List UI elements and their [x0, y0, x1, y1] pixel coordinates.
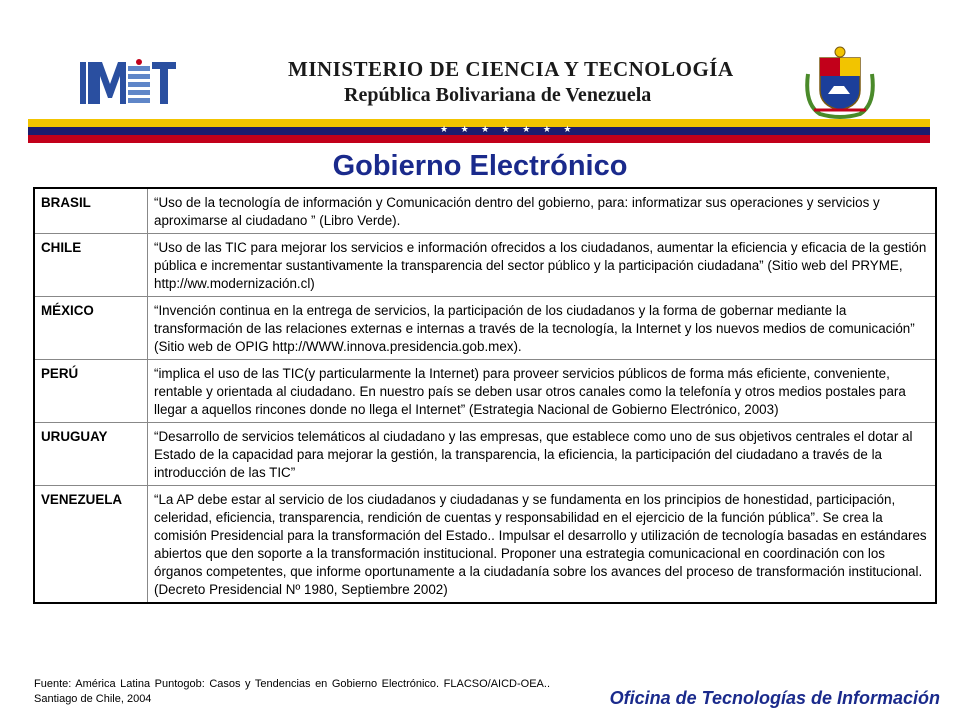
table-row	[34, 360, 936, 423]
definition-cell: “implica el uso de las TIC(y particularmente la Internet) para proveer servicios públicos de forma más eficiente, conveniente, rentable y orientada al ciudadano. En nuestro país se deben usar otros canales como la telefonía y otros medios postales para llegar a aquellos rincones donde no llega el Internet” (Estrategia Nacional de Gobierno Electrónico, 2003)	[148, 360, 937, 423]
table-row	[34, 297, 936, 360]
definition-cell: “La AP debe estar al servicio de los ciudadanos y ciudadanas y se fundamenta en los principios de honestidad, participación, celeridad, eficiencia, transparencia, rendición de cuentas y responsabilidad en el ejercicio de la función pública”. Se crea la comisión Presidencial para la transformación del Estado.. Impulsar el desarrollo y utilización de tecnología basadas en estándares abiertos que den soporte a la transformación institucional. Proponer una estrategia comunicacional en coordinación con los órganos competentes, que informe oportunamente a la ciudadanía sobre los avances del proceso de transformación institucional. (Decreto Presidencial Nº 1980, Septiembre 2002)	[148, 486, 937, 604]
page-title: Gobierno Electrónico	[332, 150, 628, 182]
source-citation: Fuente: América Latina Puntogob: Casos y Tendencias en Gobierno Electrónico. FLACSO/AICD-OEA.. Santiago de Chile, 2004	[34, 678, 550, 705]
flag-stars: ★ ★ ★ ★ ★ ★ ★	[440, 124, 577, 134]
ministry-name: MINISTERIO DE CIENCIA Y TECNOLOGÍA	[288, 57, 734, 81]
coat-of-arms-icon	[800, 44, 880, 120]
mct-logo	[80, 58, 176, 108]
country-cell: CHILE	[34, 234, 148, 297]
definitions-table	[33, 187, 937, 604]
country-cell: BRASIL	[34, 188, 148, 234]
table-row	[34, 234, 936, 297]
definition-cell: “Uso de la tecnología de información y Comunicación dentro del gobierno, para: informatizar sus operaciones y servicios y aproximarse al ciudadano ” (Libro Verde).	[148, 188, 937, 234]
country-cell: MÉXICO	[34, 297, 148, 360]
republic-name: República Bolivariana de Venezuela	[344, 84, 652, 106]
definition-cell: “Invención continua en la entrega de servicios, la participación de los ciudadanos y la forma de gobernar mediante la transformación de las relaciones externas e internas a través de la tecnología, la Internet y los nuevos medios de comunicación” (Sitio web de OPIG http://WWW.innova.presidencia.gob.mex).	[148, 297, 937, 360]
country-cell: URUGUAY	[34, 423, 148, 486]
table-row	[34, 423, 936, 486]
table-row	[34, 486, 936, 604]
table-row	[34, 188, 936, 234]
country-cell: VENEZUELA	[34, 486, 148, 604]
country-cell: PERÚ	[34, 360, 148, 423]
office-name: Oficina de Tecnologías de Información	[609, 688, 940, 708]
definition-cell: “Uso de las TIC para mejorar los servicios e información ofrecidos a los ciudadanos, aumentar la eficiencia y eficacia de la gestión pública e incrementar sustantivamente la transparencia del sector público y la participación ciudadana” (Sitio web del PRYME, http://ww.modernización.cl)	[148, 234, 937, 297]
definition-cell: “Desarrollo de servicios telemáticos al ciudadano y las empresas, que establece como uno de sus objetivos centrales el dotar al Estado de la capacidad para mejorar la gestión, la transparencia, la eficiencia, la participación del ciudadano a través de la introducción de las TIC”	[148, 423, 937, 486]
ministry-header	[288, 56, 768, 108]
